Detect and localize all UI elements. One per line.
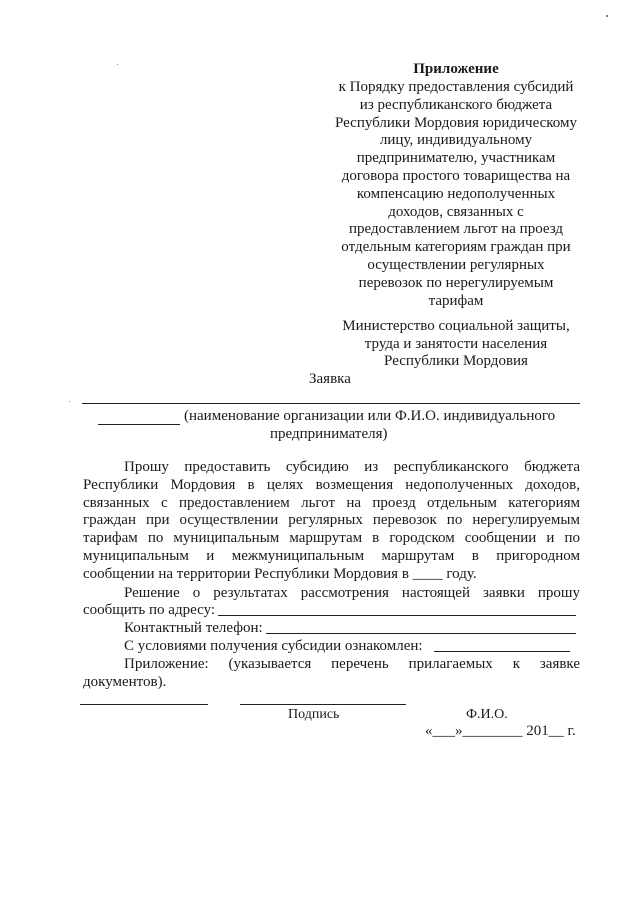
appendix-line: осуществлении регулярных bbox=[367, 257, 545, 273]
decision-line2: сообщить по адресу: bbox=[83, 602, 216, 618]
appendix-line: доходов, связанных с bbox=[388, 203, 524, 220]
date-line: «___»________ 201__ г. bbox=[425, 723, 576, 739]
request-line: Республики Мордовия в целях возмещения недополученных доходов, bbox=[83, 476, 580, 493]
request-line: связанных с предоставлением льгот на проезд отдельным категориям bbox=[83, 494, 580, 511]
request-paragraph-last-line: сообщении на территории Республики Мордовия в ____ году. bbox=[83, 566, 477, 582]
phone-field-line bbox=[266, 633, 576, 634]
appendix-line: предпринимателю, участникам bbox=[356, 150, 556, 167]
appendix-line: лицу, индивидуальному bbox=[379, 132, 533, 149]
organization-name-line-short bbox=[98, 424, 180, 425]
scan-speck bbox=[606, 15, 608, 17]
appendix-line: договора простого товарищества на bbox=[341, 168, 571, 184]
recipient-line: труда и занятости населения bbox=[364, 335, 548, 352]
appendix-line: отдельным категориям граждан при bbox=[341, 239, 571, 256]
name-caption: Ф.И.О. bbox=[466, 707, 508, 722]
signature-field-line bbox=[80, 704, 208, 705]
recipient-line: Министерство социальной защиты, bbox=[342, 318, 570, 334]
attachment-line1: Приложение: (указывается перечень прилагаемых к заявке bbox=[124, 656, 580, 672]
form-title: Заявка bbox=[309, 371, 351, 387]
request-line: Прошу предоставить субсидию из республиканского бюджета bbox=[124, 459, 580, 475]
request-line: тарифам по муниципальным маршрутам в городском сообщении и по bbox=[83, 530, 580, 547]
organization-caption-line1: (наименование организации или Ф.И.О. индивидуального bbox=[184, 408, 556, 424]
appendix-title: Приложение bbox=[413, 61, 499, 77]
scan-speck bbox=[117, 64, 118, 65]
recipient-line: Республики Мордовия bbox=[384, 353, 528, 369]
address-field-line bbox=[218, 615, 576, 616]
appendix-line: Республики Мордовия юридическому bbox=[334, 114, 577, 131]
scan-speck bbox=[69, 401, 70, 402]
request-line: граждан при осуществлении регулярных перевозок по нерегулируемым bbox=[83, 512, 580, 529]
organization-name-line bbox=[82, 403, 580, 404]
organization-caption-line2: предпринимателя) bbox=[270, 426, 388, 442]
appendix-line: перевозок по нерегулируемым bbox=[358, 274, 554, 291]
name-field-line bbox=[240, 704, 406, 705]
attachment-line2: документов). bbox=[83, 674, 167, 690]
signature-caption: Подпись bbox=[288, 707, 340, 722]
appendix-line: предоставлением льгот на проезд bbox=[348, 221, 563, 238]
decision-line1: Решение о результатах рассмотрения настоящей заявки прошу bbox=[124, 585, 580, 601]
appendix-line: из республиканского бюджета bbox=[359, 96, 553, 113]
acknowledged-label: С условиями получения субсидии ознакомлен: bbox=[124, 638, 423, 654]
request-line: муниципальным и межмуниципальным маршрутам в пригородном bbox=[83, 548, 580, 564]
appendix-line: к Порядку предоставления субсидий bbox=[338, 79, 574, 95]
appendix-line: тарифам bbox=[428, 292, 484, 309]
appendix-line: компенсацию недополученных bbox=[356, 185, 556, 202]
phone-label: Контактный телефон: bbox=[124, 620, 263, 636]
acknowledged-field-line bbox=[434, 651, 570, 652]
